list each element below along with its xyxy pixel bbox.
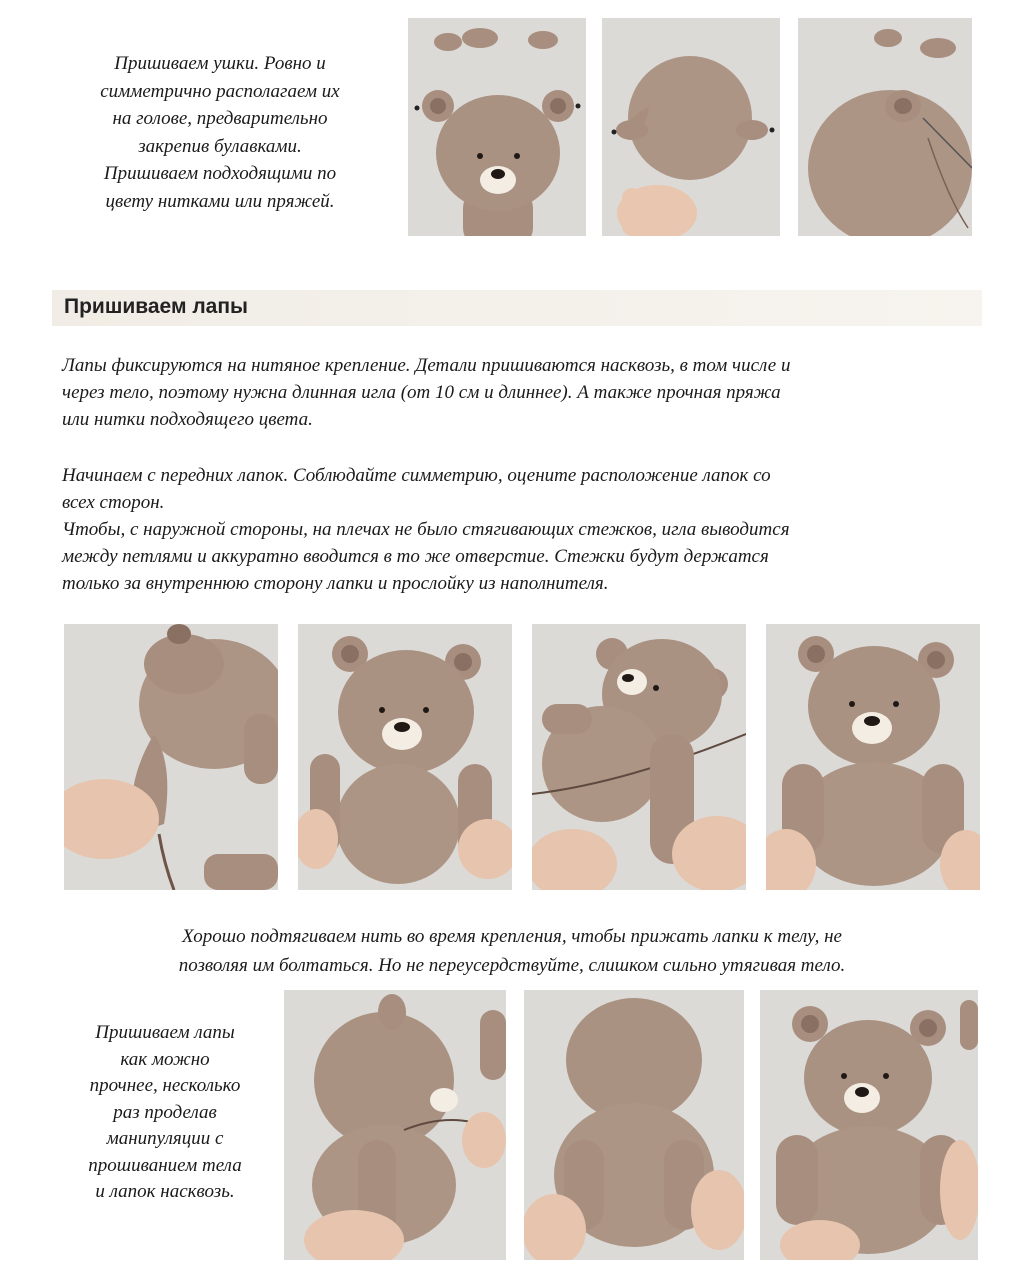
text-line: Начинаем с передних лапок. Соблюдайте симметрию, оцените расположение лапок со [62,465,771,486]
bear-side-sewing-photo [284,990,506,1260]
section-title: Пришиваем лапы [64,295,248,318]
paragraph-front-paws [62,462,982,597]
text-line: Лапы фиксируются на нитяное крепление. Детали пришиваются насквозь, в том числе и [62,355,791,376]
text-line: как можно [120,1048,210,1070]
bear-back-photo [524,990,744,1260]
text-line: манипуляции с [106,1128,224,1149]
text-line: симметрично располагаем их [100,80,340,102]
text-line: и лапок насквозь. [95,1181,235,1202]
text-line: на голове, предварительно [112,108,328,129]
text-line: Пришиваем лапы [95,1022,235,1043]
text-line: прочнее, несколько [89,1075,241,1096]
bear-front-finished-photo [760,990,978,1260]
caption-tighten-thread [60,922,964,980]
side-instructions [60,1020,270,1206]
text-line: всех сторон. [62,492,165,513]
paw-attach-front-photo [298,624,512,890]
ear-sewing-closeup-photo [798,18,972,236]
paw-needle-insert-photo [64,624,278,890]
paw-attach-side-photo [532,624,746,890]
text-line: только за внутреннюю сторону лапки и прослойку из наполнителя. [62,573,609,594]
text-line: позволяя им болтаться. Но не переусердствуйте, слишком сильно утягивая тело. [178,955,846,976]
text-line: цвету нитками или пряжей. [105,190,335,212]
text-line: Пришиваем ушки. Ровно и [114,53,326,74]
text-line: Пришиваем подходящими по [103,163,337,184]
section-heading [52,290,982,326]
text-line: между петлями и аккуратно вводится в то же отверстие. Стежки будут держатся [62,546,769,567]
head-back-ears-photo [602,18,780,236]
text-line: Хорошо подтягиваем нить во время крепления, чтобы прижать лапки к телу, не [182,926,842,947]
ears-instructions [60,50,380,215]
text-line: прошиванием тела [88,1154,242,1176]
text-line: закрепив булавками. [138,135,302,157]
text-line: через тело, поэтому нужна длинная игла (от 10 см и длиннее). А также прочная пряжа [62,382,781,403]
bear-with-paws-photo [766,624,980,890]
text-line: Чтобы, с наружной стороны, на плечах не было стягивающих стежков, игла выводится [62,519,790,540]
text-line: раз проделав [113,1101,217,1123]
paragraph-paws-intro [62,352,982,433]
bear-head-ears-pinned-photo [408,18,586,236]
text-line: или нитки подходящего цвета. [62,409,313,430]
